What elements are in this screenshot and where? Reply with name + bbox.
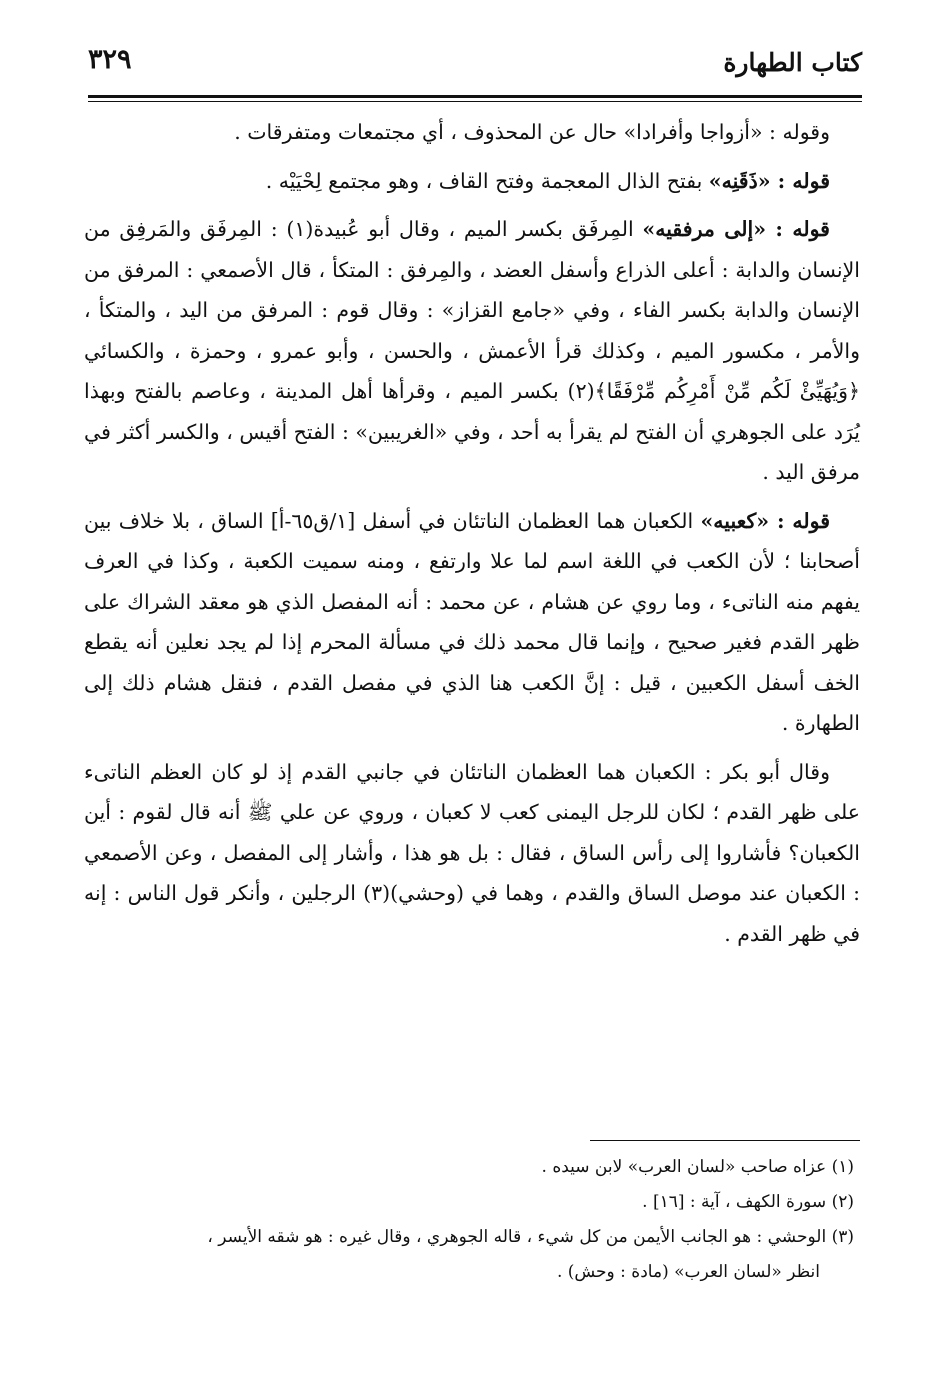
footnote-continuation: انظر «لسان العرب» (مادة : وحش) . bbox=[556, 1262, 820, 1282]
paragraph-text: بفتح الذال المعجمة وفتح القاف ، وهو مجتمع لِحْيَيْه . bbox=[265, 168, 709, 193]
footnote: (٣) الوحشي : هو الجانب الأيمن من كل شيء ، قاله الجوهري ، وقال غيره : هو شقه الأيسر ، bbox=[207, 1227, 854, 1247]
main-text bbox=[84, 112, 860, 962]
paragraph-lead: قوله : «إلى مرفقيه» bbox=[642, 217, 830, 241]
chapter-title: كتاب الطهارة bbox=[723, 48, 862, 77]
paragraph bbox=[84, 161, 860, 202]
paragraph bbox=[84, 501, 860, 744]
paragraph bbox=[84, 209, 860, 493]
paragraph-text: وقوله : «أزواجا وأفرادا» حال عن المحذوف ، أي مجتمعات ومتفرقات . bbox=[234, 120, 830, 144]
paragraph bbox=[84, 112, 860, 153]
paragraph-lead: قوله : «كعبيه» bbox=[700, 508, 830, 533]
paragraph-text: الكعبان هما العظمان الناتئان في أسفل [١/ق٦٥-أ] الساق ، بلا خلاف بين أصحابنا ؛ لأن الكعب في اللغة اسم لما علا وارتفع ، ومنه سميت الكعبة ، وكذا في العرف يفهم منه الناتىء ، وما روي عن هشام ، عن محمد : أنه المفصل الذي هو معقد الشراك على ظهر القدم فغير صحيح ، وإنما قال محمد ذلك في مسألة المحرم إذا لم يجد نعلين أنه يقطع الخف أسفل الكعبين ، قيل : إنَّ الكعب هنا الذي في مفصل القدم ، فنقل هشام ذلك إلى الطهارة . bbox=[84, 508, 860, 735]
paragraph bbox=[84, 752, 860, 955]
paragraph-text: وقال أبو بكر : الكعبان هما العظمان الناتئان في جانبي القدم إذ لو كان العظم الناتىء على ظهر القدم ؛ لكان للرجل اليمنى كعب لا كعبان ، وروي عن علي ﷺ أنه قال لقوم : أين الكعبان؟ فأشاروا إلى رأس الساق ، فقال : بل هو هذا ، وأشار إلى المفصل ، وعن الأصمعي : الكعبان عند موصل الساق والقدم ، وهما في (وحشي)(٣) الرجلين ، وأنكر قول الناس : إنه في ظهر القدم . bbox=[84, 759, 860, 946]
paragraph-text: المِرفَق بكسر الميم ، وقال أبو عُبيدة(١) : المِرفَق والمَرفِق من الإنسان والدابة : أعلى الذراع وأسفل العضد ، والمِرفق : المتكأ ، قال الأصمعي : المرفق من الإنسان والدابة بكسر الفاء ، وفي «جامع القزاز» : وقال قوم : المرفق من اليد ، والمتكأ ، والأمر ، مكسور الميم ، وكذلك قرأ الأعمش ، والحسن ، وأبو عمرو ، وحمزة ، والكسائي ﴿وَيُهَيِّئْ لَكُم مِّنْ أَمْرِكُم مِّرْفَقًا﴾(٢) بكسر الميم ، وقرأها أهل المدينة ، وعاصم بالفتح وبهذا يُرَد على الجوهري أن الفتح لم يقرأ به أحد ، وفي «الغريبين» : الفتح أقيس ، والكسر أكثر في مرفق اليد . bbox=[84, 217, 860, 484]
footnote: (١) عزاه صاحب «لسان العرب» لابن سيده . bbox=[541, 1157, 854, 1177]
page-header bbox=[88, 40, 862, 92]
footnotes bbox=[84, 1152, 854, 1292]
header-rule-thin bbox=[88, 101, 862, 102]
page-number: ٣٢٩ bbox=[88, 44, 132, 75]
footnote-separator bbox=[590, 1140, 860, 1141]
header-rule bbox=[88, 95, 862, 98]
footnote: (٢) سورة الكهف ، آية : [١٦] . bbox=[642, 1192, 854, 1212]
paragraph-lead: قوله : «ذَقَنِه» bbox=[708, 168, 830, 193]
